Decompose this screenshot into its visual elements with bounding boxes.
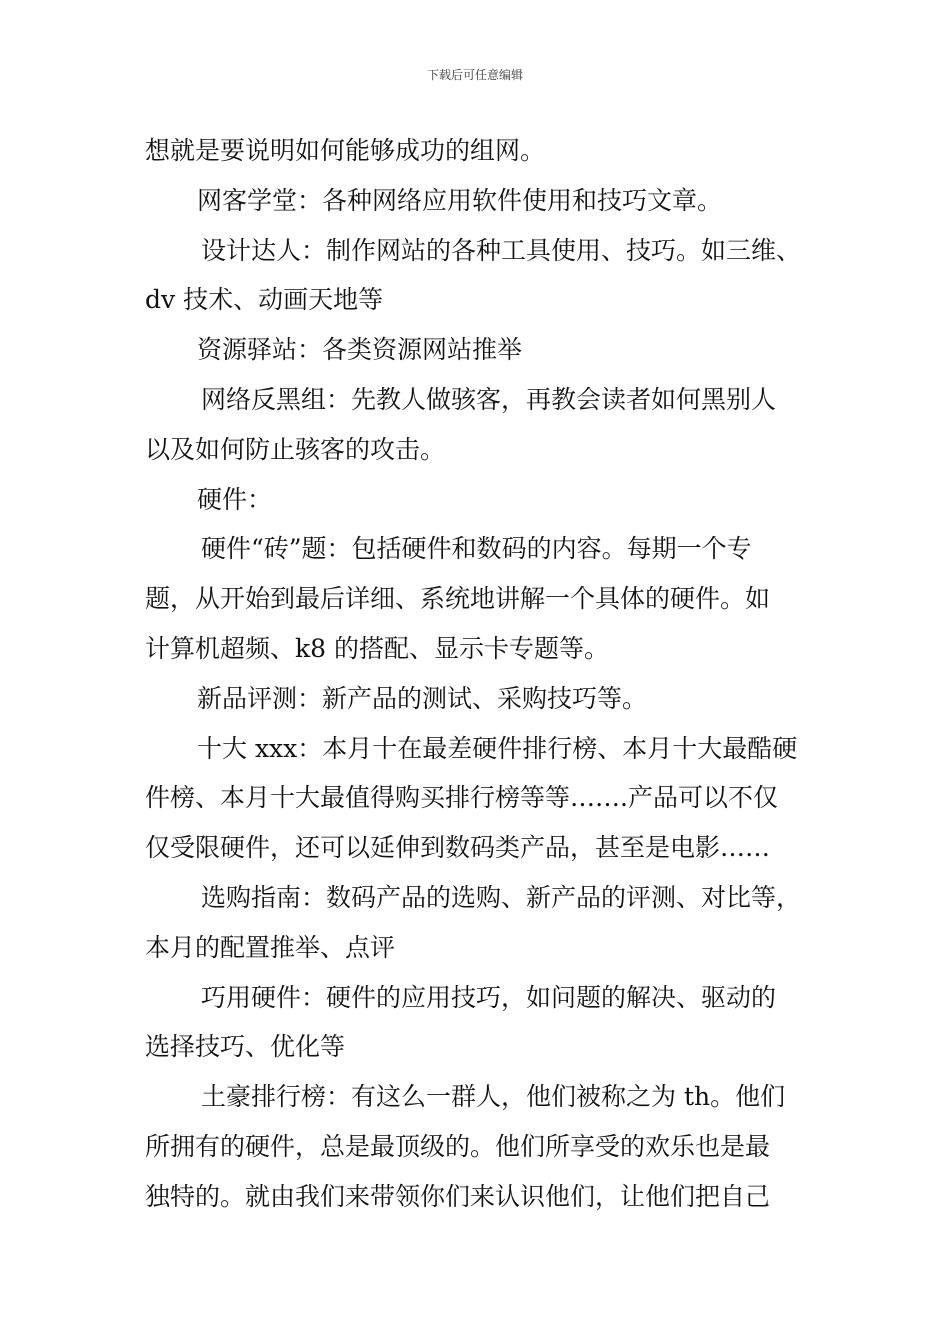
paragraph-line: 土豪排行榜：有这么一群人，他们被称之为 th。他们: [201, 1082, 786, 1112]
paragraph-line: 题，从开始到最后详细、系统地讲解一个具体的硬件。如: [145, 584, 771, 614]
paragraph-line: 设计达人：制作网站的各种工具使用、技巧。如三维、: [201, 235, 802, 265]
paragraph-line: 硬件“砖”题：包括硬件和数码的内容。每期一个专: [201, 534, 752, 564]
paragraph-line: 选购指南：数码产品的选购、新产品的评测、对比等，: [201, 882, 802, 912]
paragraph-line: 计算机超频、k8 的搭配、显示卡专题等。: [145, 633, 610, 663]
paragraph-line: 新品评测：新产品的测试、采购技巧等。: [197, 683, 648, 713]
paragraph-line: 巧用硬件：硬件的应用技巧，如问题的解决、驱动的: [201, 982, 777, 1012]
body-text: [145, 126, 835, 1222]
paragraph-line: 所拥有的硬件，总是最顶级的。他们所享受的欢乐也是最: [145, 1131, 771, 1161]
paragraph-line: 本月的配置推举、点评: [145, 932, 396, 962]
paragraph-line: 独特的。就由我们来带领你们来认识他们，让他们把自己: [145, 1181, 771, 1211]
paragraph-line: 想就是要说明如何能够成功的组网。: [145, 136, 546, 165]
page-header-note: 下载后可任意编辑: [426, 68, 523, 82]
paragraph-line: 件榜、本月十大最值得购买排行榜等等…….产品可以不仅: [145, 783, 778, 813]
paragraph-line: 资源驿站：各类资源网站推举: [197, 335, 523, 365]
paragraph-line: 十大 xxx：本月十在最差硬件排行榜、本月十大最酷硬: [197, 733, 798, 763]
paragraph-line: 选择技巧、优化等: [145, 1032, 346, 1062]
paragraph-line: dv 技术、动画天地等: [145, 285, 384, 315]
paragraph-line: 硬件：: [197, 484, 273, 514]
paragraph-line: 以及如何防止骇客的攻击。: [145, 434, 446, 464]
paragraph-line: 网客学堂：各种网络应用软件使用和技巧文章。: [197, 185, 723, 215]
paragraph-line: 网络反黑组：先教人做骇客，再教会读者如何黑别人: [201, 384, 777, 414]
paragraph-line: 仅受限硬件，还可以延伸到数码类产品，甚至是电影……: [145, 833, 771, 863]
